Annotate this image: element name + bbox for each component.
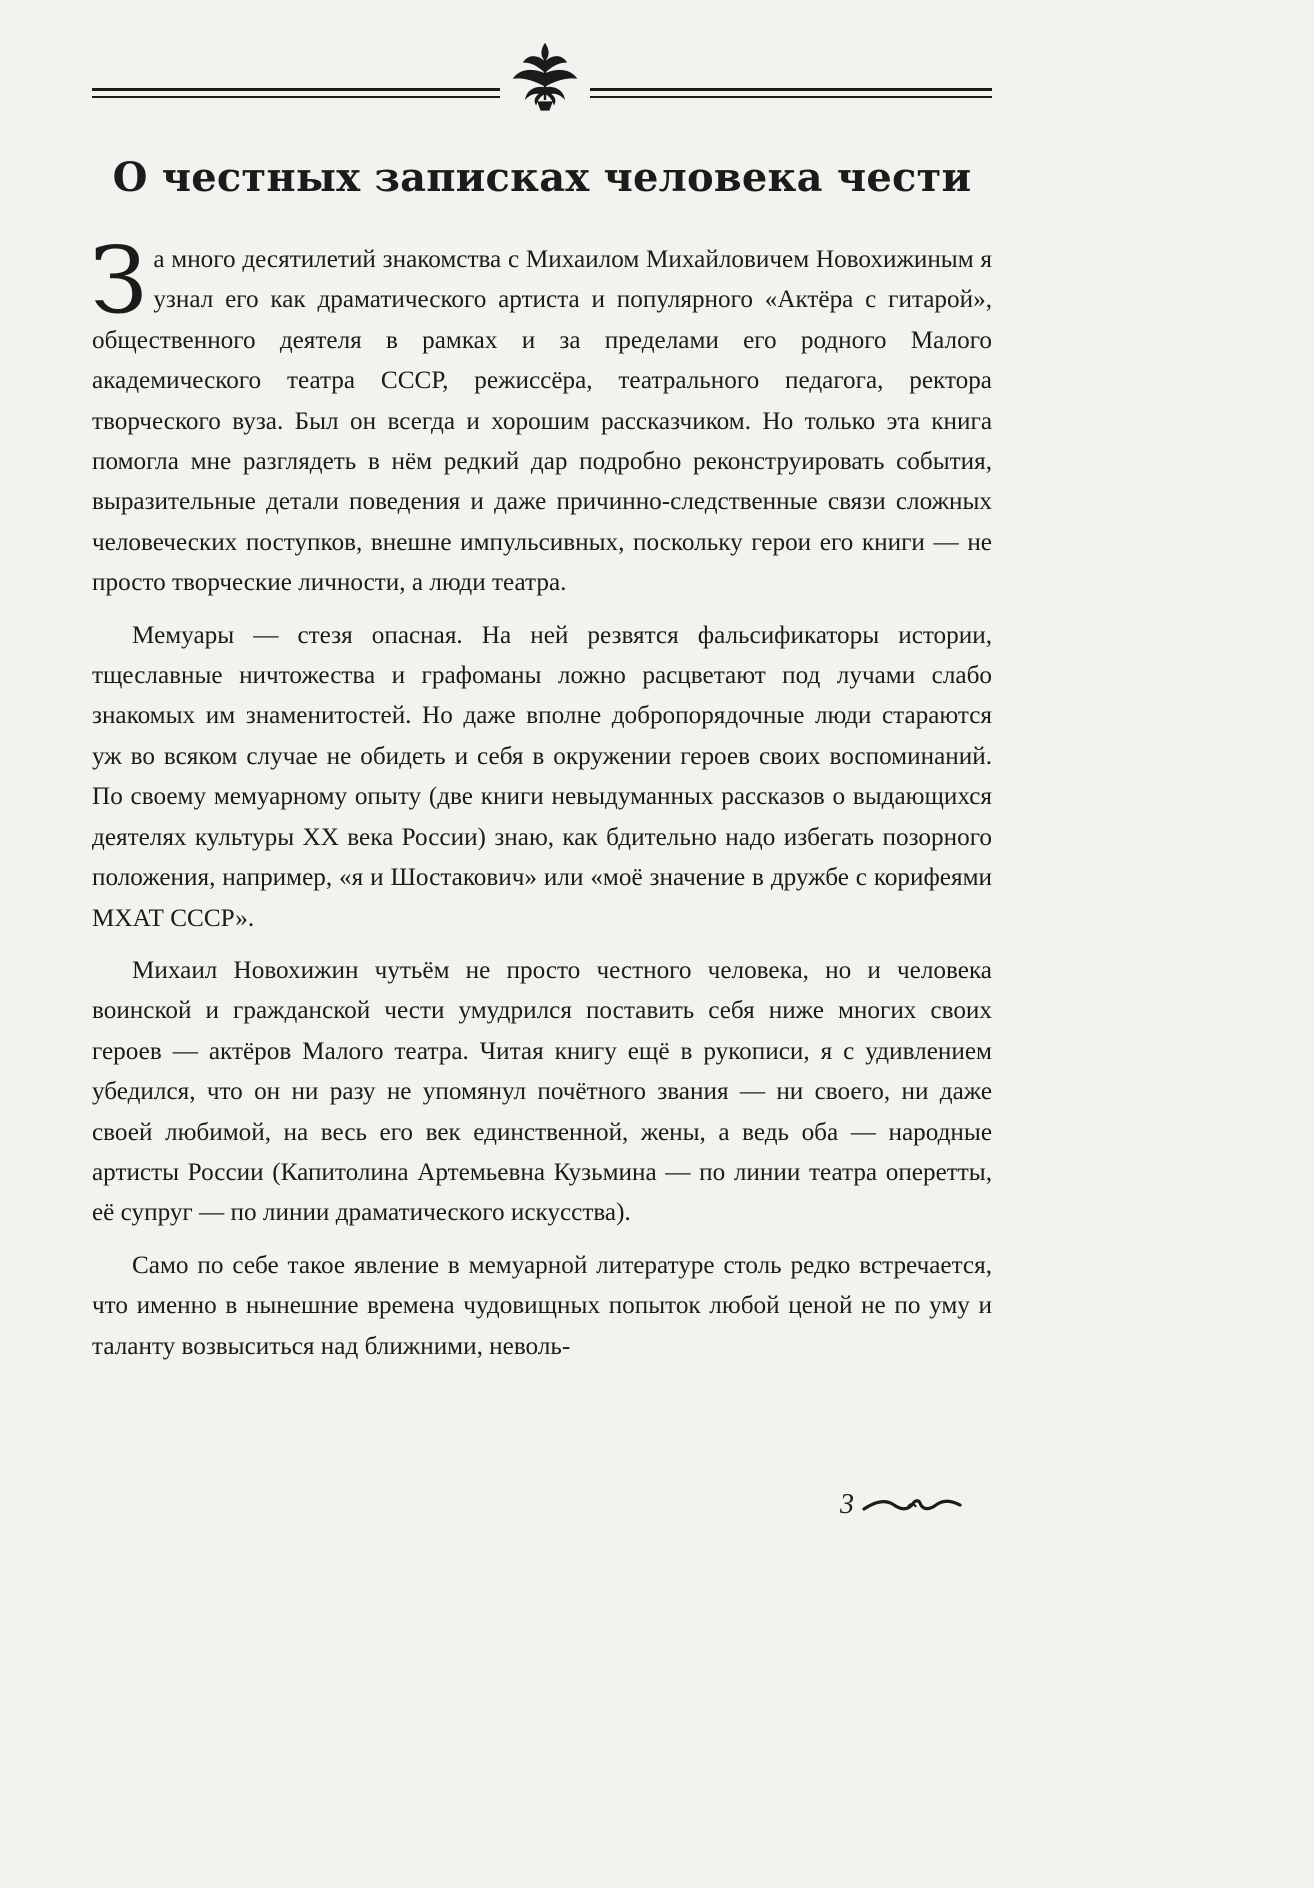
chapter-title: О честных записках человека чести (112, 154, 972, 201)
paragraph-3: Михаил Новохижин чутьём не просто честного человека, но и человека воинской и гражданской чести умудрился поставить себя ниже многих своих героев — актёров Малого театра. Читая книгу ещё в рукописи, я с удивлением убедился, что он ни разу не упомянул почётного звания — ни своего, ни даже своей любимой, на весь его век единственной, жены, а ведь оба — народные артисты России (Капитолина Артемьевна Кузьмина — по линии театра оперетты, её супруг — по линии драматического искусства). (92, 956, 992, 1227)
paragraph-1-text: а много десятилетий знакомства с Михаилом Михайловичем Новохижиным я узнал его как драматического артиста и популярного «Актёра с гитарой», общественного деятеля в рамках и за пределами его родного Малого академического театра СССР, режиссёра, театрального педагога, ректора творческого вуза. Был он всегда и хорошим рассказчиком. Но только эта книга помогла мне разглядеть в нём редкий дар подробно реконструировать события, выразительные детали поведения и даже причинно-следственные связи сложных человеческих поступков, внешне импульсивных, поскольку герои его книги — не просто творческие личности, а люди театра. (92, 246, 992, 597)
page-footer (840, 1480, 990, 1530)
lily-ornament-icon (500, 40, 590, 112)
flourish-icon (862, 1493, 962, 1517)
paragraph-1 (90, 227, 992, 604)
page-number: 3 (840, 1489, 854, 1520)
paragraph-4: Само по себе такое явление в мемуарной литературе столь редко встречается, что именно в нынешние времена чудовищных попыток любой ценой не по уму и таланту возвыситься над ближними, неволь- (92, 1251, 992, 1360)
body-text (90, 227, 992, 1367)
drop-cap: З (90, 227, 148, 334)
paragraph-2: Мемуары — стезя опасная. На ней резвятся фальсификаторы истории, тщеславные ничтожества и графоманы ложно расцветают под лучами слабо знакомых им знаменитостей. Но даже вполне добропорядочные люди стараются уж во всяком случае не обидеть и себя в окружении героев своих воспоминаний. По своему мемуарному опыту (две книги невыдуманных рассказов о выдающихся деятелях культуры XX века России) знаю, как бдительно надо избегать позорного положения, например, «я и Шостакович» или «моё значение в дружбе с корифеями МХАТ СССР». (92, 621, 992, 932)
